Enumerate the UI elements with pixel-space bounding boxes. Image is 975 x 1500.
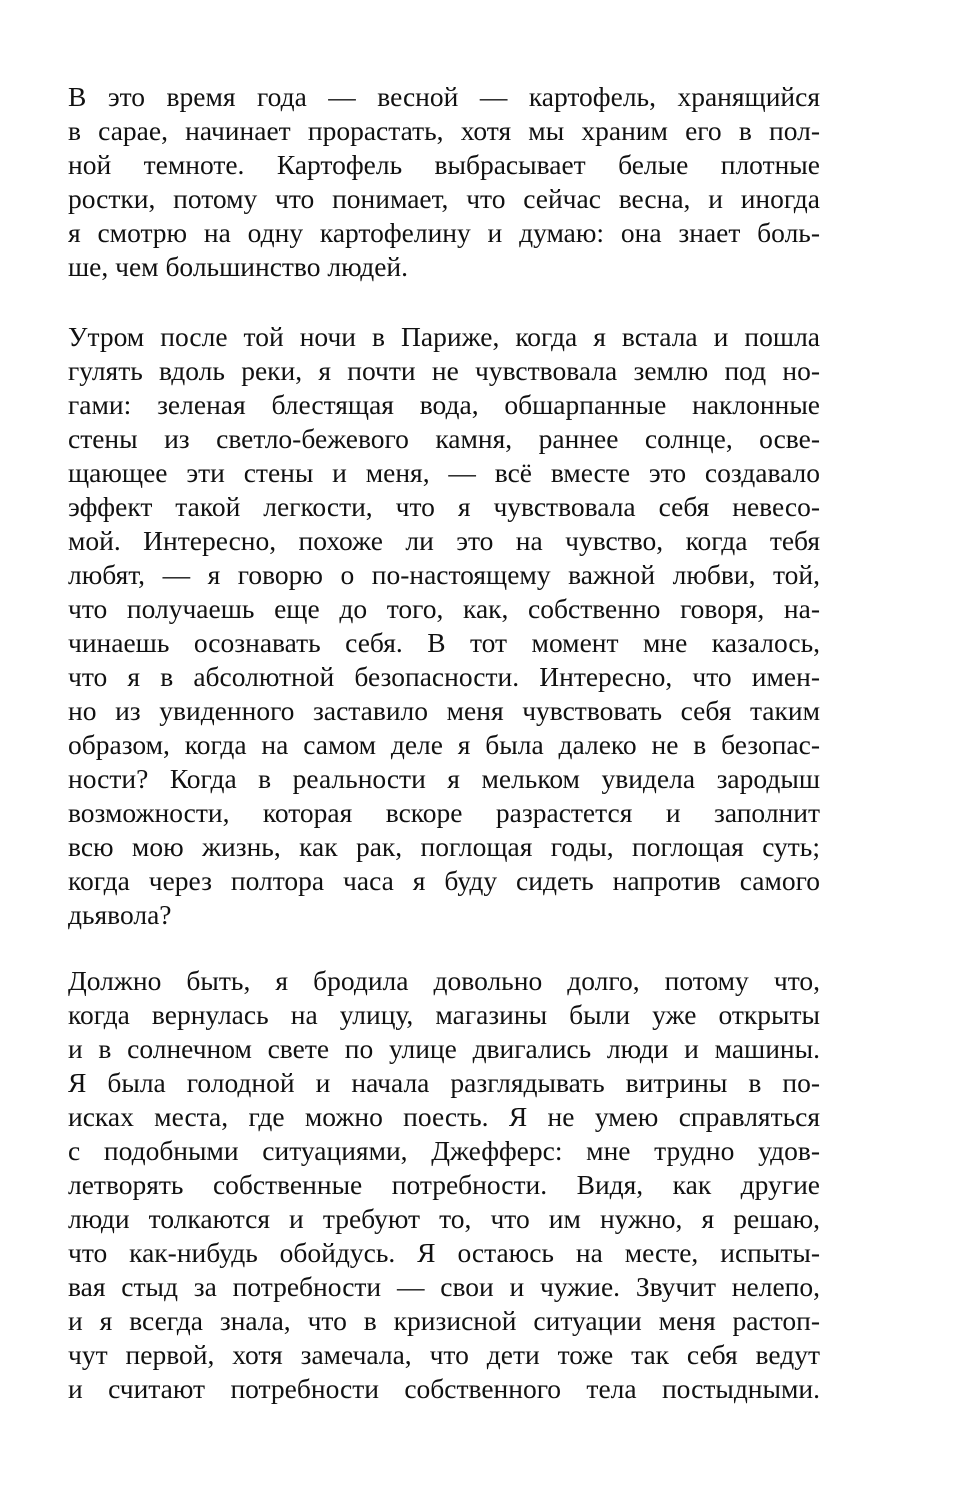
text-line: и считают потребности собственного тела постыдными.	[68, 1373, 820, 1404]
text-line: когда через полтора часа я буду сидеть напротив самого	[68, 865, 820, 896]
text-line: Утром после той ночи в Париже, когда я встала и пошла	[68, 321, 820, 352]
text-line: возможности, которая вскоре разрастется и заполнит	[68, 797, 820, 828]
text-line: гами: зеленая блестящая вода, обшарпанные наклонные	[68, 389, 820, 420]
text-line: что я в абсолютной безопасности. Интересно, что имен-	[68, 661, 820, 692]
text-line: исках места, где можно поесть. Я не умею справляться	[68, 1101, 820, 1132]
paragraph-1	[68, 80, 820, 284]
text-line: эффект такой легкости, что я чувствовала себя невесо-	[68, 491, 820, 522]
text-line: Должно быть, я бродила довольно долго, потому что,	[68, 965, 820, 996]
text-line: когда вернулась на улицу, магазины были уже открыты	[68, 999, 820, 1030]
text-line: ности? Когда в реальности я мельком увидела зародыш	[68, 763, 820, 794]
paragraph-2	[68, 320, 820, 932]
text-line: вая стыд за потребности — свои и чужие. Звучит нелепо,	[68, 1271, 820, 1302]
text-line: всю мою жизнь, как рак, поглощая годы, поглощая суть;	[68, 831, 820, 862]
text-line: что как-нибудь обойдусь. Я остаюсь на месте, испыты-	[68, 1237, 820, 1268]
text-line: в сарае, начинает прорастать, хотя мы храним его в пол-	[68, 115, 820, 146]
text-line: мой. Интересно, похоже ли это на чувство, когда тебя	[68, 525, 820, 556]
text-line: чинаешь осознавать себя. В тот момент мне казалось,	[68, 627, 820, 658]
text-line: образом, когда на самом деле я была далеко не в безопас-	[68, 729, 820, 760]
text-line: щающее эти стены и меня, — всё вместе это создавало	[68, 457, 820, 488]
text-line: ше, чем большинство людей.	[68, 251, 409, 282]
text-line: В это время года — весной — картофель, хранящийся	[68, 81, 820, 112]
paragraph-3	[68, 964, 820, 1406]
text-line: Я была голодной и начала разглядывать витрины в по-	[68, 1067, 820, 1098]
text-line: что получаешь еще до того, как, собственно говоря, на-	[68, 593, 820, 624]
text-line: и в солнечном свете по улице двигались люди и машины.	[68, 1033, 820, 1064]
text-line: стены из светло-бежевого камня, раннее солнце, осве-	[68, 423, 820, 454]
text-line: но из увиденного заставило меня чувствовать себя таким	[68, 695, 820, 726]
text-line: любят, — я говорю о по-настоящему важной любви, той,	[68, 559, 820, 590]
text-line: гулять вдоль реки, я почти не чувствовала землю под но-	[68, 355, 820, 386]
text-line: летворять собственные потребности. Видя, как другие	[68, 1169, 820, 1200]
text-line: с подобными ситуациями, Джефферс: мне трудно удов-	[68, 1135, 820, 1166]
text-line: и я всегда знала, что в кризисной ситуации меня растоп-	[68, 1305, 820, 1336]
text-line: чут первой, хотя замечала, что дети тоже так себя ведут	[68, 1339, 820, 1370]
text-line: я смотрю на одну картофелину и думаю: она знает боль-	[68, 217, 820, 248]
text-line: дьявола?	[68, 899, 172, 930]
text-line: люди толкаются и требуют то, что им нужно, я решаю,	[68, 1203, 820, 1234]
text-line: ростки, потому что понимает, что сейчас весна, и иногда	[68, 183, 820, 214]
text-line: ной темноте. Картофель выбрасывает белые плотные	[68, 149, 820, 180]
